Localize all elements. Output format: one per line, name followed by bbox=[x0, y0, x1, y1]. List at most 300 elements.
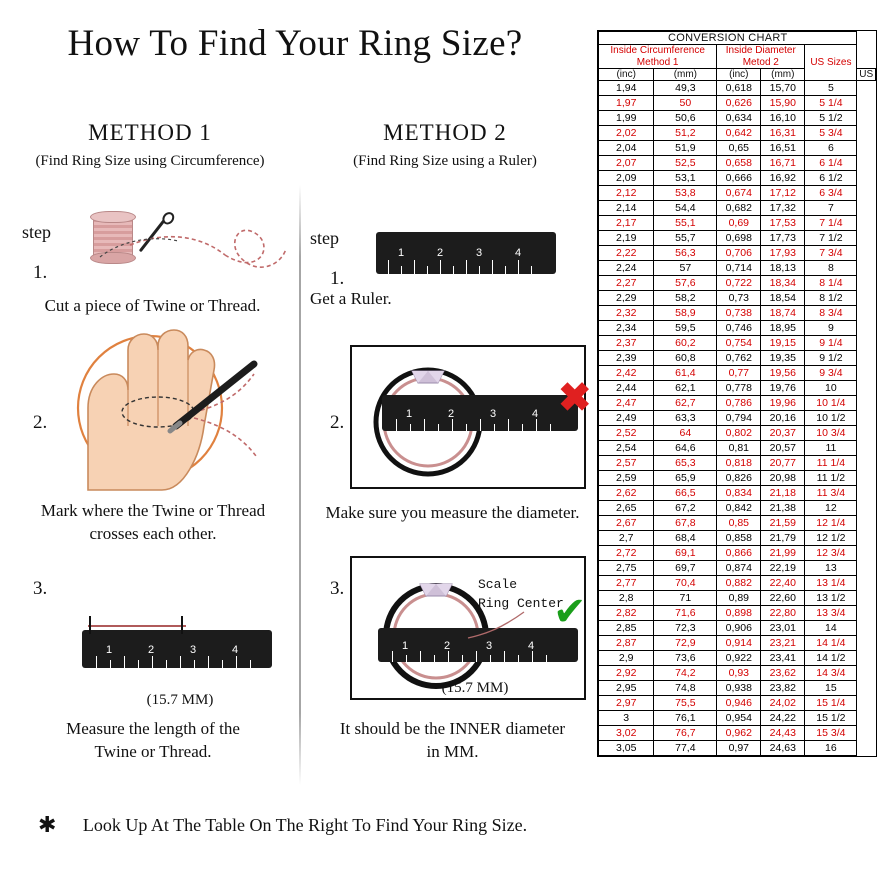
table-cell: 6 1/2 bbox=[805, 171, 857, 186]
table-cell: 22,80 bbox=[761, 606, 805, 621]
table-cell: 7 1/4 bbox=[805, 216, 857, 231]
scale-pointer-line bbox=[462, 588, 532, 648]
table-row bbox=[599, 276, 876, 291]
table-cell: 0,626 bbox=[717, 96, 761, 111]
table-cell: 10 bbox=[805, 381, 857, 396]
table-cell: 2,59 bbox=[599, 471, 654, 486]
table-cell: 58,2 bbox=[654, 291, 717, 306]
table-cell: 20,77 bbox=[761, 456, 805, 471]
method-2-mm-note: (15.7 MM) bbox=[441, 680, 509, 696]
table-row bbox=[599, 366, 876, 381]
table-cell: 0,714 bbox=[717, 261, 761, 276]
table-cell: 2,52 bbox=[599, 426, 654, 441]
method-1-mm-note: (15.7 MM) bbox=[146, 692, 214, 708]
table-cell: 23,62 bbox=[761, 666, 805, 681]
table-cell: 18,13 bbox=[761, 261, 805, 276]
table-cell: 10 3/4 bbox=[805, 426, 857, 441]
table-row bbox=[599, 486, 876, 501]
table-row bbox=[599, 441, 876, 456]
table-cell: 0,65 bbox=[717, 141, 761, 156]
table-cell: 8 bbox=[805, 261, 857, 276]
table-cell: 24,43 bbox=[761, 726, 805, 741]
table-row bbox=[599, 516, 876, 531]
table-cell: 16,10 bbox=[761, 111, 805, 126]
table-cell: 61,4 bbox=[654, 366, 717, 381]
hand-with-twine-illustration bbox=[58, 330, 293, 490]
header-inside-diameter bbox=[717, 45, 805, 69]
table-cell: 67,8 bbox=[654, 516, 717, 531]
table-cell: 76,7 bbox=[654, 726, 717, 741]
method-1-step-3-line1: Measure the length of the bbox=[66, 719, 240, 738]
method-1-subtitle: (Find Ring Size using Circumference) bbox=[35, 153, 265, 169]
table-cell: 20,37 bbox=[761, 426, 805, 441]
table-cell: 9 3/4 bbox=[805, 366, 857, 381]
footnote-marker-icon: ✱ bbox=[38, 812, 57, 837]
method-1-step-1-caption: Cut a piece of Twine or Thread. bbox=[44, 296, 261, 315]
table-cell: 2,07 bbox=[599, 156, 654, 171]
table-cell: 71,6 bbox=[654, 606, 717, 621]
table-cell: 0,738 bbox=[717, 306, 761, 321]
table-cell: 6 bbox=[805, 141, 857, 156]
table-row bbox=[599, 681, 876, 696]
table-row bbox=[599, 606, 876, 621]
table-cell: 10 1/2 bbox=[805, 411, 857, 426]
table-cell: 18,95 bbox=[761, 321, 805, 336]
table-row bbox=[599, 216, 876, 231]
table-cell: 65,9 bbox=[654, 471, 717, 486]
table-cell: 64,6 bbox=[654, 441, 717, 456]
table-cell: 0,698 bbox=[717, 231, 761, 246]
table-row bbox=[599, 336, 876, 351]
unit-us: US bbox=[857, 69, 876, 81]
table-cell: 62,1 bbox=[654, 381, 717, 396]
table-cell: 2,92 bbox=[599, 666, 654, 681]
table-cell: 2,82 bbox=[599, 606, 654, 621]
ruler-small-num-4: 4 bbox=[232, 644, 239, 656]
table-row bbox=[599, 291, 876, 306]
table-cell: 2,29 bbox=[599, 291, 654, 306]
table-row bbox=[599, 411, 876, 426]
table-cell: 55,7 bbox=[654, 231, 717, 246]
table-cell: 52,5 bbox=[654, 156, 717, 171]
method-1-step-1-number: 1. bbox=[33, 262, 48, 283]
table-cell: 22,19 bbox=[761, 561, 805, 576]
table-cell: 13 1/4 bbox=[805, 576, 857, 591]
table-cell: 0,69 bbox=[717, 216, 761, 231]
table-cell: 6 3/4 bbox=[805, 186, 857, 201]
ruler-s1-num-1: 1 bbox=[398, 247, 405, 259]
table-cell: 2,75 bbox=[599, 561, 654, 576]
table-row bbox=[599, 471, 876, 486]
diameter-wrong-example bbox=[350, 345, 586, 489]
column-divider bbox=[299, 185, 301, 785]
table-cell: 64 bbox=[654, 426, 717, 441]
table-cell: 22,40 bbox=[761, 576, 805, 591]
table-row bbox=[599, 96, 876, 111]
table-cell: 2,02 bbox=[599, 126, 654, 141]
table-cell: 0,946 bbox=[717, 696, 761, 711]
table-cell: 19,76 bbox=[761, 381, 805, 396]
table-cell: 0,97 bbox=[717, 741, 761, 756]
table-cell: 74,8 bbox=[654, 681, 717, 696]
table-cell: 15 bbox=[805, 681, 857, 696]
table-cell: 18,74 bbox=[761, 306, 805, 321]
table-cell: 0,81 bbox=[717, 441, 761, 456]
page-title: How To Find Your Ring Size? bbox=[67, 23, 523, 64]
table-cell: 74,2 bbox=[654, 666, 717, 681]
table-cell: 14 1/2 bbox=[805, 651, 857, 666]
table-row bbox=[599, 351, 876, 366]
table-cell: 19,15 bbox=[761, 336, 805, 351]
table-row bbox=[599, 696, 876, 711]
table-cell: 2,87 bbox=[599, 636, 654, 651]
table-row bbox=[599, 186, 876, 201]
table-row bbox=[599, 246, 876, 261]
table-cell: 20,16 bbox=[761, 411, 805, 426]
table-row bbox=[599, 741, 876, 756]
table-cell: 0,706 bbox=[717, 246, 761, 261]
table-cell: 23,82 bbox=[761, 681, 805, 696]
table-row bbox=[599, 456, 876, 471]
method-2-subtitle: (Find Ring Size using a Ruler) bbox=[353, 153, 537, 169]
table-cell: 0,674 bbox=[717, 186, 761, 201]
table-cell: 2,09 bbox=[599, 171, 654, 186]
table-row bbox=[599, 636, 876, 651]
table-cell: 2,32 bbox=[599, 306, 654, 321]
table-cell: 1,99 bbox=[599, 111, 654, 126]
table-cell: 66,5 bbox=[654, 486, 717, 501]
table-cell: 57,6 bbox=[654, 276, 717, 291]
table-cell: 17,53 bbox=[761, 216, 805, 231]
table-cell: 59,5 bbox=[654, 321, 717, 336]
table-cell: 69,1 bbox=[654, 546, 717, 561]
header-inside-circumference bbox=[599, 45, 717, 69]
method-2-step-3-line1: It should be the INNER diameter bbox=[339, 719, 566, 738]
method-2-step-1-caption: Get a Ruler. bbox=[310, 289, 392, 308]
table-row bbox=[599, 201, 876, 216]
method-1-step-2-number: 2. bbox=[33, 412, 48, 433]
table-cell: 21,79 bbox=[761, 531, 805, 546]
conversion-chart bbox=[597, 30, 877, 757]
table-cell: 2,17 bbox=[599, 216, 654, 231]
table-cell: 2,39 bbox=[599, 351, 654, 366]
table-cell: 69,7 bbox=[654, 561, 717, 576]
table-cell: 50,6 bbox=[654, 111, 717, 126]
table-cell: 16,31 bbox=[761, 126, 805, 141]
method-2-step-3-line2: in MM. bbox=[426, 741, 479, 761]
table-cell: 16,51 bbox=[761, 141, 805, 156]
diamond-icon bbox=[412, 371, 444, 383]
conversion-chart-title: CONVERSION CHART bbox=[599, 32, 857, 45]
table-row bbox=[599, 156, 876, 171]
table-cell: 12 1/4 bbox=[805, 516, 857, 531]
table-row bbox=[599, 666, 876, 681]
table-cell: 67,2 bbox=[654, 501, 717, 516]
table-cell: 2,77 bbox=[599, 576, 654, 591]
table-cell: 13 bbox=[805, 561, 857, 576]
table-cell: 8 3/4 bbox=[805, 306, 857, 321]
table-cell: 0,938 bbox=[717, 681, 761, 696]
method-2-step-3-caption bbox=[310, 718, 595, 764]
table-cell: 53,1 bbox=[654, 171, 717, 186]
table-cell: 0,914 bbox=[717, 636, 761, 651]
table-cell: 12 bbox=[805, 501, 857, 516]
table-cell: 49,3 bbox=[654, 81, 717, 96]
table-cell: 15 1/4 bbox=[805, 696, 857, 711]
table-cell: 14 bbox=[805, 621, 857, 636]
table-cell: 23,21 bbox=[761, 636, 805, 651]
wrong-mark-icon: ✖ bbox=[558, 376, 592, 420]
table-cell: 0,882 bbox=[717, 576, 761, 591]
table-cell: 8 1/2 bbox=[805, 291, 857, 306]
method-2-step-2-number: 2. bbox=[330, 412, 345, 433]
table-cell: 0,89 bbox=[717, 591, 761, 606]
table-row bbox=[599, 576, 876, 591]
method-1-step-3-caption bbox=[8, 718, 298, 764]
ruler-s3-num-1: 1 bbox=[402, 640, 409, 652]
ruler-small-num-3: 3 bbox=[190, 644, 197, 656]
method-2-header bbox=[295, 120, 595, 170]
table-cell: 0,762 bbox=[717, 351, 761, 366]
ruler-s3-num-3: 3 bbox=[486, 640, 493, 652]
method-2-step-3-number: 3. bbox=[330, 578, 345, 599]
diameter-right-example bbox=[350, 556, 586, 700]
table-cell: 2,97 bbox=[599, 696, 654, 711]
table-cell: 51,9 bbox=[654, 141, 717, 156]
table-cell: 20,57 bbox=[761, 441, 805, 456]
table-cell: 9 bbox=[805, 321, 857, 336]
table-cell: 0,962 bbox=[717, 726, 761, 741]
table-cell: 7 bbox=[805, 201, 857, 216]
table-cell: 21,38 bbox=[761, 501, 805, 516]
table-cell: 76,1 bbox=[654, 711, 717, 726]
table-row bbox=[599, 81, 876, 96]
table-cell: 72,3 bbox=[654, 621, 717, 636]
table-cell: 15 1/2 bbox=[805, 711, 857, 726]
scale-label-line2: Ring Center bbox=[478, 595, 564, 611]
table-cell: 2,9 bbox=[599, 651, 654, 666]
ruler-s2-num-3: 3 bbox=[490, 408, 497, 420]
right-mark-icon: ✔ bbox=[553, 590, 587, 634]
table-cell: 0,786 bbox=[717, 396, 761, 411]
table-cell: 20,98 bbox=[761, 471, 805, 486]
table-cell: 54,4 bbox=[654, 201, 717, 216]
table-cell: 71 bbox=[654, 591, 717, 606]
table-cell: 23,41 bbox=[761, 651, 805, 666]
table-cell: 2,14 bbox=[599, 201, 654, 216]
table-cell: 0,874 bbox=[717, 561, 761, 576]
method-1-step-3-line2: Twine or Thread. bbox=[94, 741, 212, 761]
table-row bbox=[599, 711, 876, 726]
table-cell: 3 bbox=[599, 711, 654, 726]
table-cell: 2,72 bbox=[599, 546, 654, 561]
conversion-chart-body bbox=[599, 81, 876, 756]
table-cell: 24,22 bbox=[761, 711, 805, 726]
table-cell: 73,6 bbox=[654, 651, 717, 666]
table-cell: 11 bbox=[805, 441, 857, 456]
table-row bbox=[599, 621, 876, 636]
table-row bbox=[599, 321, 876, 336]
table-cell: 70,4 bbox=[654, 576, 717, 591]
ruler-s3-num-2: 2 bbox=[444, 640, 451, 652]
ruler-s1-num-2: 2 bbox=[437, 247, 444, 259]
table-row bbox=[599, 396, 876, 411]
method-1-step-word: step bbox=[22, 222, 51, 242]
unit-diam-mm: (mm) bbox=[761, 69, 805, 81]
table-cell: 15,90 bbox=[761, 96, 805, 111]
table-cell: 51,2 bbox=[654, 126, 717, 141]
ruler-small-num-1: 1 bbox=[106, 644, 113, 656]
table-cell: 2,44 bbox=[599, 381, 654, 396]
table-cell: 2,47 bbox=[599, 396, 654, 411]
table-row bbox=[599, 141, 876, 156]
table-cell: 2,37 bbox=[599, 336, 654, 351]
table-cell: 0,818 bbox=[717, 456, 761, 471]
unit-diam-inc: (inc) bbox=[717, 69, 761, 81]
table-cell: 2,57 bbox=[599, 456, 654, 471]
table-cell: 77,4 bbox=[654, 741, 717, 756]
table-cell: 2,54 bbox=[599, 441, 654, 456]
table-cell: 1,94 bbox=[599, 81, 654, 96]
header-circ-line1: Inside Circumference bbox=[610, 45, 705, 56]
table-cell: 0,682 bbox=[717, 201, 761, 216]
table-cell: 0,802 bbox=[717, 426, 761, 441]
table-cell: 2,34 bbox=[599, 321, 654, 336]
table-cell: 0,722 bbox=[717, 276, 761, 291]
table-cell: 50 bbox=[654, 96, 717, 111]
table-cell: 16,71 bbox=[761, 156, 805, 171]
table-cell: 13 1/2 bbox=[805, 591, 857, 606]
table-cell: 60,2 bbox=[654, 336, 717, 351]
table-cell: 0,922 bbox=[717, 651, 761, 666]
table-cell: 75,5 bbox=[654, 696, 717, 711]
table-cell: 62,7 bbox=[654, 396, 717, 411]
diamond-icon-2 bbox=[420, 584, 452, 596]
method-1-step-2-line1: Mark where the Twine or Thread bbox=[40, 501, 266, 520]
table-row bbox=[599, 381, 876, 396]
method-2-step-2-caption: Make sure you measure the diameter. bbox=[325, 503, 580, 522]
table-cell: 0,85 bbox=[717, 516, 761, 531]
table-cell: 0,794 bbox=[717, 411, 761, 426]
table-cell: 12 1/2 bbox=[805, 531, 857, 546]
table-cell: 17,73 bbox=[761, 231, 805, 246]
ruler-graphic-step2 bbox=[382, 395, 578, 431]
table-cell: 0,954 bbox=[717, 711, 761, 726]
table-cell: 2,65 bbox=[599, 501, 654, 516]
table-cell: 2,7 bbox=[599, 531, 654, 546]
table-cell: 17,32 bbox=[761, 201, 805, 216]
table-cell: 6 1/4 bbox=[805, 156, 857, 171]
table-cell: 0,826 bbox=[717, 471, 761, 486]
table-cell: 55,1 bbox=[654, 216, 717, 231]
table-cell: 7 1/2 bbox=[805, 231, 857, 246]
table-row bbox=[599, 546, 876, 561]
table-cell: 11 1/4 bbox=[805, 456, 857, 471]
table-cell: 2,95 bbox=[599, 681, 654, 696]
table-cell: 2,19 bbox=[599, 231, 654, 246]
table-cell: 2,49 bbox=[599, 411, 654, 426]
table-row bbox=[599, 306, 876, 321]
table-cell: 15,70 bbox=[761, 81, 805, 96]
table-cell: 5 bbox=[805, 81, 857, 96]
table-cell: 9 1/4 bbox=[805, 336, 857, 351]
table-cell: 24,02 bbox=[761, 696, 805, 711]
table-cell: 58,9 bbox=[654, 306, 717, 321]
header-diam-line1: Inside Diameter bbox=[725, 45, 796, 56]
ruler-s2-num-4: 4 bbox=[532, 408, 539, 420]
method-2-step-word: step bbox=[310, 228, 339, 248]
table-cell: 3,05 bbox=[599, 741, 654, 756]
table-row bbox=[599, 501, 876, 516]
ruler-s2-num-1: 1 bbox=[406, 408, 413, 420]
table-row bbox=[599, 231, 876, 246]
table-cell: 5 1/2 bbox=[805, 111, 857, 126]
unit-circ-mm: (mm) bbox=[654, 69, 717, 81]
thread-curve-illustration bbox=[60, 205, 290, 295]
table-cell: 10 1/4 bbox=[805, 396, 857, 411]
header-circ-line2: Method 1 bbox=[636, 56, 679, 68]
table-cell: 12 3/4 bbox=[805, 546, 857, 561]
table-cell: 11 1/2 bbox=[805, 471, 857, 486]
table-cell: 22,60 bbox=[761, 591, 805, 606]
table-cell: 18,34 bbox=[761, 276, 805, 291]
table-cell: 57 bbox=[654, 261, 717, 276]
table-cell: 17,12 bbox=[761, 186, 805, 201]
table-cell: 21,59 bbox=[761, 516, 805, 531]
ruler-graphic-step1 bbox=[376, 232, 556, 274]
table-cell: 2,24 bbox=[599, 261, 654, 276]
table-cell: 14 3/4 bbox=[805, 666, 857, 681]
header-us-sizes: US Sizes bbox=[805, 45, 857, 81]
table-cell: 2,04 bbox=[599, 141, 654, 156]
table-cell: 0,834 bbox=[717, 486, 761, 501]
table-cell: 0,906 bbox=[717, 621, 761, 636]
table-cell: 14 1/4 bbox=[805, 636, 857, 651]
table-cell: 21,18 bbox=[761, 486, 805, 501]
scale-label-line1: Scale bbox=[478, 577, 518, 592]
table-cell: 2,62 bbox=[599, 486, 654, 501]
ruler-small-num-2: 2 bbox=[148, 644, 155, 656]
method-1-step-2-caption bbox=[8, 500, 298, 546]
table-cell: 24,63 bbox=[761, 741, 805, 756]
table-cell: 16 bbox=[805, 741, 857, 756]
table-cell: 2,67 bbox=[599, 516, 654, 531]
table-cell: 2,12 bbox=[599, 186, 654, 201]
table-cell: 15 3/4 bbox=[805, 726, 857, 741]
table-row bbox=[599, 651, 876, 666]
method-1-step-3-number: 3. bbox=[33, 578, 48, 599]
table-cell: 0,778 bbox=[717, 381, 761, 396]
table-cell: 0,898 bbox=[717, 606, 761, 621]
table-cell: 5 1/4 bbox=[805, 96, 857, 111]
table-row bbox=[599, 591, 876, 606]
table-cell: 0,666 bbox=[717, 171, 761, 186]
table-cell: 19,56 bbox=[761, 366, 805, 381]
ruler-s1-num-3: 3 bbox=[476, 247, 483, 259]
table-cell: 0,618 bbox=[717, 81, 761, 96]
table-cell: 60,8 bbox=[654, 351, 717, 366]
method-1-title: METHOD 1 bbox=[88, 120, 212, 145]
table-row bbox=[599, 426, 876, 441]
table-cell: 2,85 bbox=[599, 621, 654, 636]
table-cell: 2,42 bbox=[599, 366, 654, 381]
table-cell: 11 3/4 bbox=[805, 486, 857, 501]
table-row bbox=[599, 171, 876, 186]
table-cell: 63,3 bbox=[654, 411, 717, 426]
table-cell: 23,01 bbox=[761, 621, 805, 636]
footnote-text: Look Up At The Table On The Right To Find Your Ring Size. bbox=[82, 815, 528, 835]
table-cell: 1,97 bbox=[599, 96, 654, 111]
